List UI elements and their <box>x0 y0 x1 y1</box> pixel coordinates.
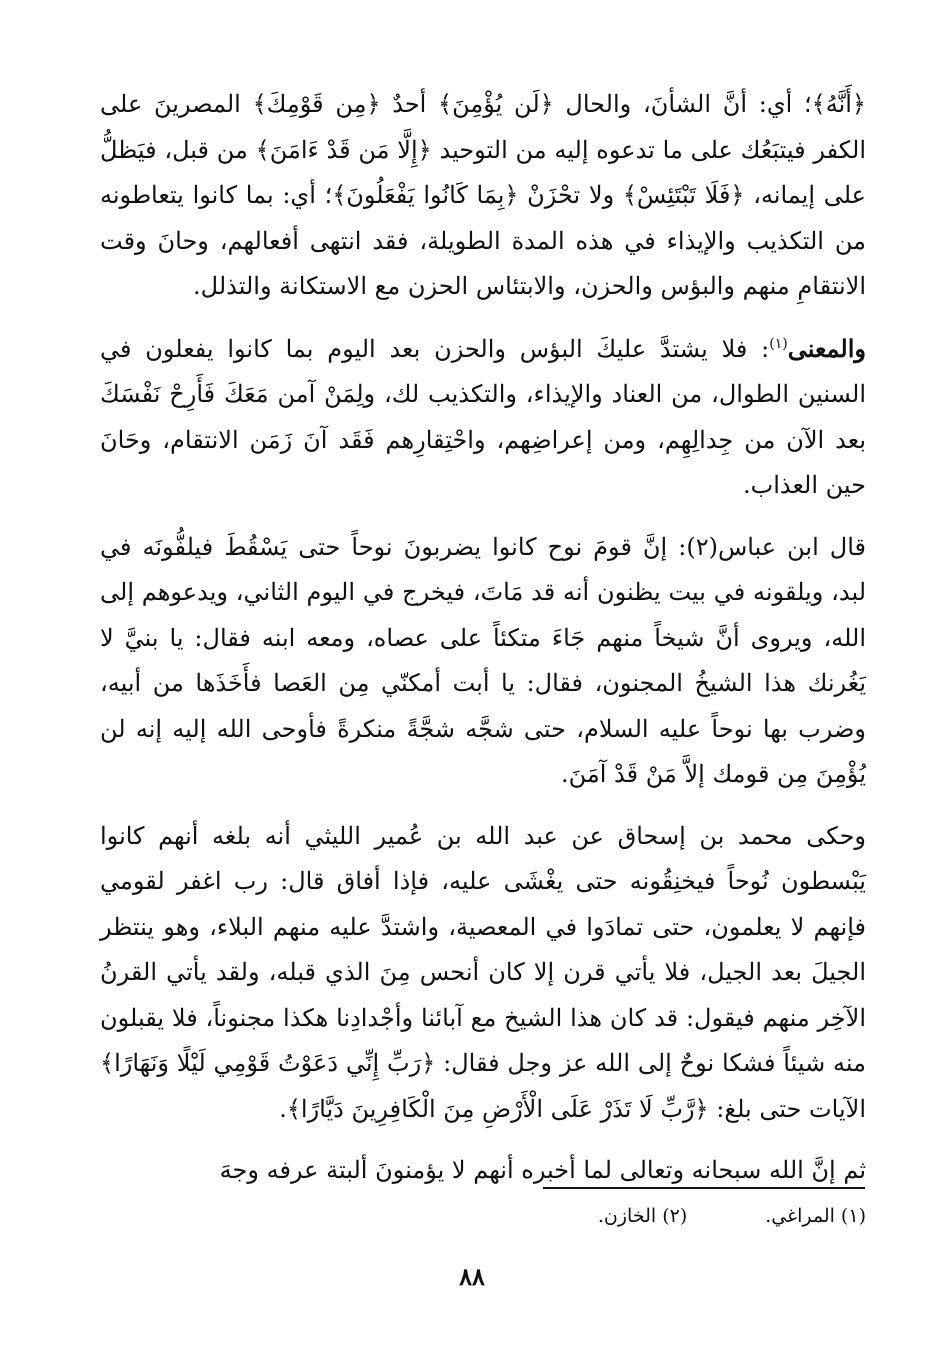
footnote-ref-1: (١) <box>769 335 788 352</box>
paragraph-2 <box>100 326 866 509</box>
footnote-divider <box>543 1187 865 1189</box>
paragraph-2-text: : فلا يشتدَّ عليكَ البؤس والحزن بعد اليوم بما كانوا يفعلون في السنين الطوال، من العناد والإيذاء، والتكذيب لك، ولِمَنْ آمن مَعَكَ فَأَرِحْ نَفْسَكَ بعد الآن من جِدالِهِم، ومن إعراضِهم، واحْتِقارِهم فَقَد آنَ زَمَن الانتقام، وحَانَ حين العذاب. <box>100 334 866 499</box>
paragraph-4 <box>100 814 866 1133</box>
footnotes <box>598 1205 866 1227</box>
paragraph-3 <box>100 525 866 798</box>
page-number: ٨٨ <box>459 1262 485 1291</box>
paragraph-4-text: وحكى محمد بن إسحاق عن عبد الله بن عُمير الليثي أنه بلغه أنهم كانوا يَبْسطون نُوحاً فيخنِقُونه حتى يغْشَى عليه، فإذا أفاق قال: رب اغفر لقومي فإنهم لا يعلمون، حتى تمادَوا في المعصية، واشتدَّ عليه منهم البلاء، وهو ينتظر الجيلَ بعد الجيل، فلا يأتي قرن إلا كان أنحس مِنَ الذي قبله، ولقد يأتي القرنُ الآخِر منهم فيقول: قد كان هذا الشيخ مع آبائنا وأجْدادِنا هكذا مجنوناً، فلا يقبلون منه شيئاً فشكا نوحٌ إلى الله عز وجل فقال: ﴿رَبِّ إِنِّي دَعَوْتُ قَوْمِي لَيْلًا وَنَهَارًا﴾ الآيات حتى بلغ: ﴿رَّبِّ لَا تَذَرْ عَلَى الْأَرْضِ مِنَ الْكَافِرِينَ دَيَّارًا﴾. <box>100 821 866 1123</box>
footnote-1: (١) المراغي. <box>765 1205 866 1227</box>
footnote-2: (٢) الخازن. <box>597 1205 688 1227</box>
paragraph-5-text: ثم إنَّ الله سبحانه وتعالى لما أخبره أنهم لا يؤمنونَ ألبتة عرفه وجهَ <box>219 1156 866 1184</box>
paragraph-1 <box>100 82 866 310</box>
paragraph-3-text: قال ابن عباس(٢): إنَّ قومَ نوح كانوا يضربونَ نوحاً حتى يَسْقُطَ فيلفُّونَه في لبد، ويلقونه في بيت يظنون أنه قد مَاتَ، فيخرج في اليوم الثاني، ويدعوهم إلى الله، ويروى أنَّ شيخاً منهم جَاءَ متكئاً على عصاه، ومعه ابنه فقال: يا بنيَّ لا يَغُرنك هذا الشيخُ المجنون، فقال: يا أبت أمكنّي مِن العَصا فأَخَذَها من أبيه، وضرب بها نوحاً عليه السلام، حتى شجَّه شجَّةً منكرةً فأوحى الله إليه إنه لن يُؤْمِنَ مِن قومك إلاَّ مَنْ قَدْ آمَنَ. <box>100 532 867 788</box>
paragraph-1-text: ﴿أَنَّهُ﴾؛ أي: أنَّ الشأنَ، والحال ﴿لَن يُؤْمِنَ﴾ أحدٌ ﴿مِن قَوْمِكَ﴾ المصرينَ على الكفر فيتبَعُك على ما تدعوه إليه من التوحيد ﴿إِلَّا مَن قَدْ ءَامَنَ﴾ من قبل، فيَظلُّ على إيمانه، ﴿فَلَا تَبْتَئِسْ﴾ ولا تحْزَنْ ﴿بِمَا كَانُوا يَفْعَلُونَ﴾؛ أي: بما كانوا يتعاطونه من التكذيب والإيذاء في هذه المدة الطويلة، فقد انتهى أفعالهم، وحانَ وقت الانتقامِ منهم والبؤس والحزن، والابتئاس الحزن مع الاستكانة والتذلل. <box>100 90 866 300</box>
main-text <box>100 82 866 1194</box>
paragraph-2-lead: والمعنى <box>787 333 866 363</box>
